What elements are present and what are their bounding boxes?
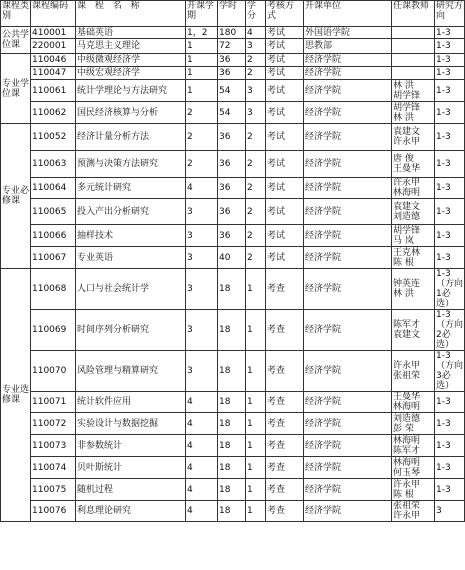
course-teacher: 陈军才 袁建文 — [392, 310, 435, 351]
course-credits: 4 — [246, 27, 266, 39]
course-name: 统计学理论与方法研究 — [76, 80, 186, 102]
table-row — [1, 67, 465, 80]
course-unit: 经济学院 — [304, 102, 392, 124]
course-direction: 1-3 — [435, 225, 465, 247]
table-row — [1, 178, 465, 199]
course-name: 风险管理与精算研究 — [76, 351, 186, 392]
course-semester: 4 — [186, 501, 218, 522]
course-code: 110066 — [31, 225, 76, 247]
course-code: 110061 — [31, 80, 76, 102]
course-teacher: 钟英连 林 洪 — [392, 269, 435, 310]
course-direction: 1-3 — [435, 80, 465, 102]
course-exam: 考试 — [266, 124, 304, 151]
header-name: 课 程 名 称 — [76, 1, 186, 27]
course-teacher — [392, 54, 435, 67]
course-exam: 考试 — [266, 80, 304, 102]
course-credits: 1 — [246, 269, 266, 310]
course-unit: 经济学院 — [304, 310, 392, 351]
course-exam: 考查 — [266, 310, 304, 351]
course-code: 110069 — [31, 310, 76, 351]
table-row — [1, 392, 465, 413]
course-direction: 1-3 — [435, 67, 465, 80]
course-name: 预测与决策方法研究 — [76, 151, 186, 178]
course-credits: 2 — [246, 199, 266, 225]
header-direction: 研究方向 — [435, 1, 465, 27]
course-exam: 考查 — [266, 479, 304, 501]
table-row — [1, 351, 465, 392]
table-row — [1, 501, 465, 522]
course-code: 110070 — [31, 351, 76, 392]
course-exam: 考查 — [266, 269, 304, 310]
course-direction: 1-3（方向3必选） — [436, 351, 464, 391]
course-exam: 考试 — [266, 151, 304, 178]
course-hours: 36 — [218, 199, 246, 225]
table-row — [1, 435, 465, 457]
course-hours: 54 — [218, 102, 246, 124]
table-row — [1, 102, 465, 124]
course-hours: 18 — [218, 501, 246, 522]
course-unit: 经济学院 — [304, 80, 392, 102]
course-unit: 经济学院 — [304, 435, 392, 457]
course-direction: 1-3 — [435, 27, 465, 39]
course-name: 马克思主义理论 — [76, 39, 186, 54]
course-credits: 3 — [246, 102, 266, 124]
course-semester: 2 — [186, 124, 218, 151]
course-name: 人口与社会统计学 — [76, 269, 186, 310]
course-credits: 1 — [246, 310, 266, 351]
course-exam: 考试 — [266, 199, 304, 225]
course-hours: 18 — [218, 435, 246, 457]
course-semester: 4 — [186, 392, 218, 413]
header-row — [1, 1, 465, 27]
course-credits: 1 — [246, 479, 266, 501]
course-code: 110072 — [31, 413, 76, 435]
course-name: 多元统计研究 — [76, 178, 186, 199]
course-credits: 2 — [246, 151, 266, 178]
course-semester: 4 — [186, 457, 218, 479]
course-exam: 考试 — [266, 67, 304, 80]
course-exam: 考试 — [266, 39, 304, 54]
course-teacher: 林 洪 胡学锋 — [392, 80, 435, 102]
course-name: 基础英语 — [76, 27, 186, 39]
course-unit: 经济学院 — [304, 225, 392, 247]
course-credits: 2 — [246, 54, 266, 67]
table-body — [1, 1, 465, 522]
course-exam: 考试 — [266, 54, 304, 67]
header-credits: 学分 — [246, 1, 266, 27]
course-name: 国民经济核算与分析 — [76, 102, 186, 124]
course-direction: 1-3（方向1必选） — [436, 269, 464, 309]
course-unit: 经济学院 — [304, 351, 392, 392]
course-hours: 18 — [218, 310, 246, 351]
course-name: 经济计量分析方法 — [76, 124, 186, 151]
table-row — [1, 310, 465, 351]
header-teacher: 任课教师 — [392, 1, 435, 27]
course-unit: 经济学院 — [304, 247, 392, 269]
course-semester: 2 — [186, 102, 218, 124]
course-teacher: 林海明 陈军才 — [392, 435, 435, 457]
course-credits: 1 — [246, 435, 266, 457]
course-semester: 4 — [186, 435, 218, 457]
course-semester: 4 — [186, 413, 218, 435]
course-credits: 3 — [246, 39, 266, 54]
course-direction: 1-3 — [435, 102, 465, 124]
course-code: 110052 — [31, 124, 76, 151]
course-hours: 36 — [218, 124, 246, 151]
course-credits: 2 — [246, 247, 266, 269]
table-row — [1, 199, 465, 225]
course-exam: 考试 — [266, 102, 304, 124]
table-row — [1, 457, 465, 479]
course-unit: 外国语学院 — [304, 27, 392, 39]
course-direction: 1-3 — [435, 413, 465, 435]
header-code: 课程编码 — [31, 1, 76, 27]
course-code: 110065 — [31, 199, 76, 225]
table-row — [1, 247, 465, 269]
table-row — [1, 269, 465, 310]
course-unit: 经济学院 — [304, 392, 392, 413]
course-direction: 1-3 — [435, 479, 465, 501]
course-teacher: 许永甲 陈 根 — [392, 479, 435, 501]
course-unit: 经济学院 — [304, 199, 392, 225]
course-name: 投入产出分析研究 — [76, 199, 186, 225]
course-code: 410001 — [31, 27, 76, 39]
category-degree: 专业学位课 — [1, 54, 31, 124]
course-code: 110075 — [31, 479, 76, 501]
course-hours: 36 — [218, 178, 246, 199]
course-name: 专业英语 — [76, 247, 186, 269]
course-direction: 1-3 — [435, 39, 465, 54]
category-elective: 专业选修课 — [1, 269, 31, 522]
course-semester: 3 — [186, 225, 218, 247]
course-teacher: 许永甲 林海明 — [392, 178, 435, 199]
course-unit: 经济学院 — [304, 501, 392, 522]
course-code: 110064 — [31, 178, 76, 199]
course-semester: 3 — [186, 269, 218, 310]
course-name: 利息理论研究 — [76, 501, 186, 522]
course-credits: 1 — [246, 413, 266, 435]
course-hours: 180 — [218, 27, 246, 39]
course-unit: 思教部 — [304, 39, 392, 54]
course-direction: 1-3 — [435, 435, 465, 457]
course-direction: 1-3 — [435, 457, 465, 479]
table-row — [1, 54, 465, 67]
course-code: 110076 — [31, 501, 76, 522]
course-teacher: 袁建文 刘造德 — [392, 199, 435, 225]
course-unit: 经济学院 — [304, 124, 392, 151]
course-code: 110067 — [31, 247, 76, 269]
course-hours: 18 — [218, 479, 246, 501]
course-credits: 1 — [246, 392, 266, 413]
course-semester: 1 — [186, 80, 218, 102]
course-semester: 4 — [186, 479, 218, 501]
course-unit: 经济学院 — [304, 151, 392, 178]
course-name: 统计软件应用 — [76, 392, 186, 413]
table-row — [1, 124, 465, 151]
course-code: 110071 — [31, 392, 76, 413]
course-hours: 36 — [218, 151, 246, 178]
course-unit: 经济学院 — [304, 269, 392, 310]
course-hours: 36 — [218, 67, 246, 80]
course-hours: 18 — [218, 351, 246, 392]
course-semester: 4 — [186, 178, 218, 199]
category-required: 专业必修课 — [1, 124, 31, 269]
course-hours: 72 — [218, 39, 246, 54]
course-credits: 2 — [246, 124, 266, 151]
table-row — [1, 80, 465, 102]
course-teacher: 王克林 陈 根 — [392, 247, 435, 269]
table-row — [1, 479, 465, 501]
course-teacher: 刘造德 彭 荣 — [392, 413, 435, 435]
course-teacher: 许永甲 张祖荣 — [392, 351, 435, 392]
course-exam: 考试 — [266, 247, 304, 269]
course-name: 中级宏观经济学 — [76, 67, 186, 80]
course-unit: 经济学院 — [304, 479, 392, 501]
course-exam: 考试 — [266, 225, 304, 247]
table-row — [1, 27, 465, 39]
course-direction: 1-3 — [435, 199, 465, 225]
table-row — [1, 151, 465, 178]
category-public: 公共学位课 — [1, 27, 31, 54]
course-code: 110074 — [31, 457, 76, 479]
course-hours: 54 — [218, 80, 246, 102]
course-credits: 1 — [246, 501, 266, 522]
course-direction: 1-3（方向2必选） — [436, 310, 464, 350]
course-exam: 考查 — [266, 392, 304, 413]
course-name: 非参数统计 — [76, 435, 186, 457]
course-credits: 3 — [246, 80, 266, 102]
course-exam: 考试 — [266, 178, 304, 199]
header-unit: 开课单位 — [304, 1, 392, 27]
course-code: 220001 — [31, 39, 76, 54]
course-teacher — [392, 39, 435, 54]
course-semester: 1 — [186, 54, 218, 67]
course-hours: 18 — [218, 392, 246, 413]
course-teacher: 袁建文 许永甲 — [392, 124, 435, 151]
course-direction: 1-3 — [435, 247, 465, 269]
course-unit: 经济学院 — [304, 413, 392, 435]
table-row — [1, 39, 465, 54]
course-semester: 3 — [186, 199, 218, 225]
header-semester: 开课学期 — [186, 1, 218, 27]
course-credits: 1 — [246, 457, 266, 479]
course-teacher — [392, 67, 435, 80]
course-unit: 经济学院 — [304, 54, 392, 67]
course-code: 110046 — [31, 54, 76, 67]
header-hours: 学时 — [218, 1, 246, 27]
course-name: 随机过程 — [76, 479, 186, 501]
course-direction: 1-3 — [435, 54, 465, 67]
table-row — [1, 413, 465, 435]
course-exam: 考查 — [266, 501, 304, 522]
course-exam: 考查 — [266, 457, 304, 479]
course-code: 110047 — [31, 67, 76, 80]
course-credits: 1 — [246, 351, 266, 392]
table-row — [1, 225, 465, 247]
course-teacher: 唐 俊 王曼华 — [392, 151, 435, 178]
course-teacher — [392, 27, 435, 39]
course-semester: 1 — [186, 39, 218, 54]
course-name: 抽样技术 — [76, 225, 186, 247]
course-semester: 1 — [186, 67, 218, 80]
course-hours: 36 — [218, 54, 246, 67]
course-direction: 3 — [435, 501, 465, 522]
course-direction: 1-3 — [435, 124, 465, 151]
course-credits: 2 — [246, 225, 266, 247]
course-exam: 考试 — [266, 27, 304, 39]
course-direction: 1-3 — [435, 392, 465, 413]
course-code: 110068 — [31, 269, 76, 310]
course-name: 时间序列分析研究 — [76, 310, 186, 351]
course-hours: 36 — [218, 225, 246, 247]
course-teacher: 林海明 何玉琴 — [392, 457, 435, 479]
course-hours: 18 — [218, 269, 246, 310]
course-exam: 考查 — [266, 413, 304, 435]
course-credits: 2 — [246, 178, 266, 199]
course-hours: 18 — [218, 413, 246, 435]
course-exam: 考查 — [266, 435, 304, 457]
course-semester: 3 — [186, 310, 218, 351]
course-semester: 3 — [186, 351, 218, 392]
course-teacher: 张祖荣 许永甲 — [392, 501, 435, 522]
course-unit: 经济学院 — [304, 67, 392, 80]
course-code: 110073 — [31, 435, 76, 457]
course-unit: 经济学院 — [304, 457, 392, 479]
course-unit: 经济学院 — [304, 178, 392, 199]
course-semester: 3 — [186, 247, 218, 269]
course-hours: 18 — [218, 457, 246, 479]
header-category: 课程类别 — [1, 1, 31, 27]
course-name: 实验设计与数据挖掘 — [76, 413, 186, 435]
course-teacher: 胡学锋 林 洪 — [392, 102, 435, 124]
course-name: 贝叶斯统计 — [76, 457, 186, 479]
course-semester: 2 — [186, 151, 218, 178]
course-exam: 考查 — [266, 351, 304, 392]
course-code: 110062 — [31, 102, 76, 124]
course-direction: 1-3 — [435, 178, 465, 199]
course-credits: 2 — [246, 67, 266, 80]
course-teacher: 胡学锋 马 岚 — [392, 225, 435, 247]
course-hours: 40 — [218, 247, 246, 269]
course-name: 中级微观经济学 — [76, 54, 186, 67]
header-exam: 考核方式 — [266, 1, 304, 27]
course-code: 110063 — [31, 151, 76, 178]
course-direction: 1-3 — [435, 151, 465, 178]
course-teacher: 王曼华 林海明 — [392, 392, 435, 413]
course-semester: 1，2 — [186, 27, 218, 39]
